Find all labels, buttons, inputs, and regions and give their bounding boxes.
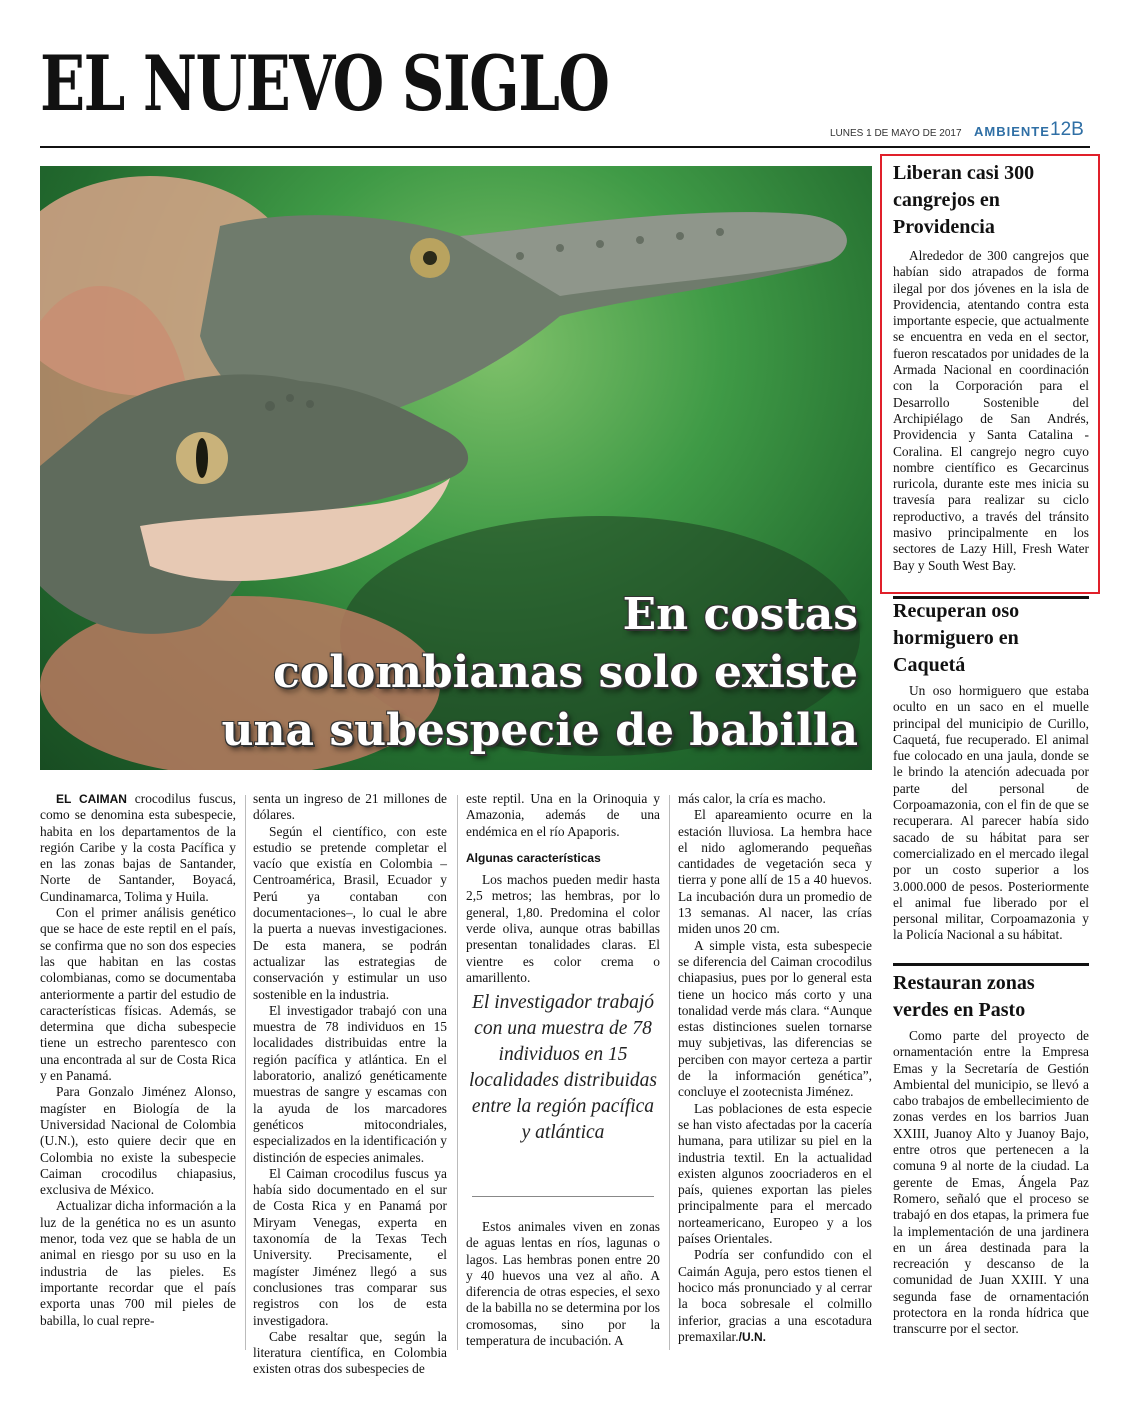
- sidebar-story-1-text: [893, 248, 1089, 574]
- paragraph: Los machos pueden medir hasta 2,5 metros; las hembras, por lo general, 1,80. Predomina el color verde oliva, aunque otras babillas presentan tonalidades claras. El vientre es color crema o amarillento.: [466, 872, 660, 985]
- pull-quote-rule: [472, 1196, 654, 1197]
- article-column-3: [466, 791, 660, 986]
- sidebar-story-3-title: Restauran zonas verdes en Pasto: [893, 972, 1035, 1021]
- page-number: 12B: [1050, 119, 1084, 140]
- paragraph: Alrededor de 300 cangrejos que habían sido atrapados de forma ilegal por dos jóvenes en la isla de Providencia, atentando contra esta importante especie, que actualmente se encuentra en veda en el sector, fueron rescatados por unidades de la Armada Nacional en coordinación con la Corporación para el Desarrollo Sostenible del Archipiélago de San Andrés, Providencia y Santa Catalina - Coralina. El cangrejo negro cuyo nombre científico es Gecarcinus ruricola, durante este mes inicia su travesía para realizar su ciclo reproductivo, a través del tránsito masivo principalmente en los sectores de Lazy Hill, Fresh Water Bay y South West Bay.: [893, 248, 1089, 573]
- article-lead: EL CAIMAN: [56, 792, 127, 806]
- paragraph: Para Gonzalo Jiménez Alonso, magíster en Biología de la Universidad Nacional de Colombia (U.N.), esto quiere decir que en Colombia no existe la subespecie Caiman crocodilus chiapasius, exclusiva de México.: [40, 1084, 236, 1198]
- paragraph: Estos animales viven en zonas de aguas lentas en ríos, lagunas o lagos. Las hembras ponen entre 20 y 40 huevos una vez al año. A diferencia de otras especies, el sexo de la babilla no se determina por los cromosomas, sino por la temperatura de incubación. A: [466, 1219, 660, 1349]
- masthead: EL NUEVO SIGLO: [40, 39, 609, 128]
- article-column-3-continued: [466, 1219, 660, 1349]
- column-divider: [245, 795, 246, 1350]
- sidebar-story-2-text: [893, 683, 1089, 944]
- article-credit: /U.N.: [738, 1329, 766, 1344]
- paragraph: El investigador trabajó con una muestra de 78 individuos en 15 localidades distribuidas entre la región pacífica y atlántica. En el laboratorio, analizó genéticamente muestras de sangre y escamas con la ayuda de los marcadores genéticos mitocondriales, especializados en la identificación y distinción de especies animales.: [253, 1002, 447, 1165]
- sidebar-story-1-title: Liberan casi 300 cangrejos en Providencia: [893, 162, 1035, 238]
- paragraph: El apareamiento ocurre en la estación lluviosa. La hembra hace el nido aglomerando pequeñas cantidades de vegetación seca y tierra y pone allí de 15 a 40 huevos. La incubación dura un promedio de 13 semanas. Al nacer, las crías miden unos 20 cm.: [678, 807, 872, 937]
- paragraph: senta un ingreso de 21 millones de dólares.: [253, 791, 447, 823]
- column-divider: [669, 795, 670, 1350]
- paragraph: este reptil. Una en la Orinoquia y Amazonia, además de una endémica en el río Apaporis.: [466, 791, 660, 839]
- paragraph: Las poblaciones de esta especie se han visto afectadas por la cacería humana, para utilizar su piel en la industria textil. En la actualidad existen algunos zoocriaderos en el país, quienes exportan las pieles principalmente para el mercado norteamericano, Europeo y a los países Orientales.: [678, 1100, 872, 1247]
- paragraph: Con el primer análisis genético que se hace de este reptil en el país, se confirma que no son dos especies las que habitan en las costas colombianas, como se documentaba anteriormente a partir del estudio de características físicas. Además, se determina que dicha subespecie tiene un estrecho parentesco con una encontrada al sur de Costa Rica y en Panamá.: [40, 905, 236, 1084]
- article-column-2: [253, 791, 447, 1378]
- paragraph: Cabe resaltar que, según la literatura científica, en Colombia existen otras dos subespecies de: [253, 1328, 447, 1377]
- paragraph: [40, 791, 236, 905]
- paragraph: [678, 1247, 872, 1345]
- paragraph: Un oso hormiguero que estaba oculto en un saco en el muelle principal del municipio de Curillo, Caquetá, fue recuperado. El animal fue colocado en una jaula, donde se le brindo la atención adecuada por parte del personal de Corpoamazonia, con el fin de que se recuperara. Al parecer había sido sacado de su hábitat para ser comercializado en el mercado ilegal por un costo superior a los 3.000.000 de pesos. Posteriormente el animal fue liberado por el personal militar, Corpoamazonia y la Policía Nacional a su hábitat.: [893, 683, 1089, 943]
- paragraph: Actualizar dicha información a la luz de la genética no es un asunto menor, toda vez que se habla de un animal en riesgo por su uso en la industria de las pieles. Es importante recordar que el país exporta unas 700 mil pieles de babilla, lo cual repre-: [40, 1198, 236, 1328]
- caiman-photo: [40, 166, 872, 770]
- paragraph: Como parte del proyecto de ornamentación entre la Empresa Emas y la Secretaría de Gestión Ambiental del municipio, se llevó a cabo trabajos de embellecimiento de zonas verdes en los barrios Juan XXIII, Juanoy Alto y Juanoy Bajo, entre otros que pertenecen a la comuna 9 al norte de la ciudad. La gerente de Emas, Ángela Paz Romero, señaló que el proceso se trabajó en dos etapas, la primera fue la implementación de una jardinera en un área destinada para la recreación y descanso de la comunidad de Juan XXIII. Y una segunda fase de ornamentación protectora en la ronda hídrica que transcurre por el sector.: [893, 1028, 1089, 1337]
- pull-quote: El investigador trabajó con una muestra de 78 individuos en 15 localidades distribuidas entre la región pacífica y atlántica: [469, 992, 657, 1143]
- main-headline: [198, 586, 858, 760]
- dateline: LUNES 1 DE MAYO DE 2017: [830, 128, 962, 139]
- subheading: Algunas características: [466, 850, 601, 865]
- article-column-4: [678, 791, 872, 1345]
- sidebar-story-3-text: [893, 1028, 1089, 1338]
- paragraph: Según el científico, con este estudio se pretende completar el vacío que existía en Colombia –Centroamérica, Brasil, Ecuador y Perú ya contaban con documentaciones–, lo cual le abre la puerta a nuevas investigaciones. De esta manera, se podrán actualizar las estrategias de conservación y estimular un uso sostenible en la industria.: [253, 823, 447, 1002]
- sidebar-rule: [893, 963, 1089, 966]
- paragraph: El Caiman crocodilus fuscus ya había sido documentado en el sur de Costa Rica y en Panamá por Miryam Venegas, experta en taxonomía de la Texas Tech University. Precisamente, el magíster Jiménez llegó a sus conclusiones tras comparar sus registros con los de esta investigadora.: [253, 1165, 447, 1328]
- article-column-1: [40, 791, 236, 1329]
- header-rule: [40, 146, 1090, 148]
- headline-line: colombianas solo existe: [273, 647, 858, 698]
- section-label: AMBIENTE: [974, 124, 1050, 139]
- paragraph-text: Podría ser confundido con el Caimán Aguja, pero estos tienen el hocico más pronunciado y al cerrar la boca sobresale el colmillo inferior, gracias a una escotadura premaxilar.: [678, 1247, 872, 1344]
- paragraph: más calor, la cría es macho.: [678, 791, 826, 806]
- headline-line: una subespecie de babilla: [221, 705, 858, 756]
- sidebar-story-2-title: Recuperan oso hormiguero en Caquetá: [893, 600, 1020, 676]
- paragraph-text: crocodilus fuscus, como se denomina esta subespecie, habita en los departamentos de la región Caribe y la costa Pacífica y en las zonas bajas de Santander, Norte de Santander, Boyacá, Cundinamarca, Tolima y Huila.: [40, 791, 236, 904]
- headline-line: En costas: [622, 589, 858, 640]
- column-divider: [457, 795, 458, 1350]
- paragraph: A simple vista, esta subespecie se diferencia del Caiman crocodilus chiapasius, pues por lo general esta tiene un hocico más corto y una tonalidad verde más clara. “Aunque estas distinciones suelen tornarse muy subjetivas, las diferencias se perciben con mayor certeza a partir de la información genética”, concluye el zootecnista Jiménez.: [678, 937, 872, 1100]
